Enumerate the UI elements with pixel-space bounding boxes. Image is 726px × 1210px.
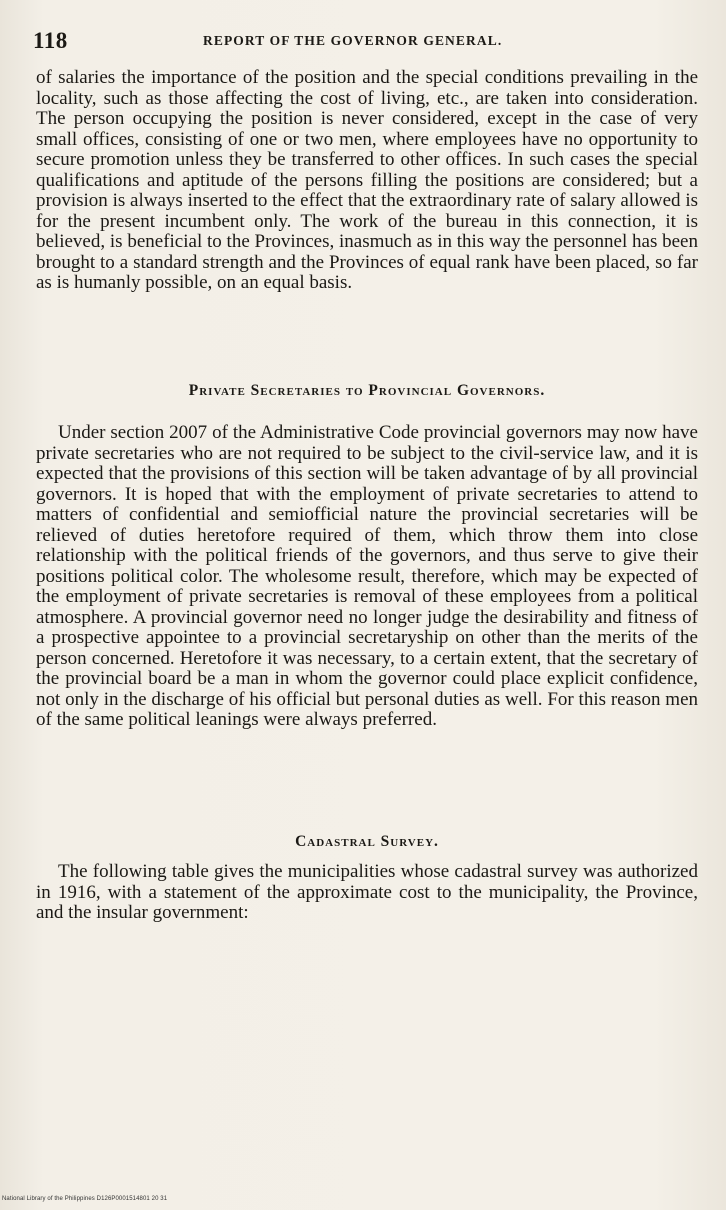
running-head: REPORT OF THE GOVERNOR GENERAL. xyxy=(203,33,503,48)
paragraph-private-secretaries: Under section 2007 of the Administrative Code provincial governors may now have private secretaries who are not required to be subject to the civil-service law, and it is expected that the provisions of this section will be taken advantage of by all provincial governors. It is hoped that with the employment of private secretaries to attend to matters of confidential and semiofficial nature the provincial secretaries will be relieved of duties heretofore required of them, which throw them into close relationship with the political friends of the governors, and thus serve to give their positions political color. The wholesome result, therefore, which may be expected of the employment of private secretaries is removal of these employees from a political atmosphere. A provincial governor need no longer judge the desirability and fitness of a prospective appointee to a provincial secretaryship on other than the merits of the person concerned. Heretofore it was necessary, to a certain extent, that the secretary of the provincial board be a man in whom the governor could place explicit confidence, not only in the discharge of his official but personal duties as well. For this reason men of the same political leanings were always preferred. xyxy=(36,422,698,730)
paragraph-cadastral-survey: The following table gives the municipalities whose cadastral survey was authorized in 1916, with a statement of the approximate cost to the municipality, the Province, and the insular government: xyxy=(36,861,698,923)
section-heading-private-secretaries: Private Secretaries to Provincial Governors. xyxy=(188,382,546,399)
page-number: 118 xyxy=(33,28,68,53)
section-heading-cadastral-survey: Cadastral Survey. xyxy=(295,833,439,850)
page-header xyxy=(33,28,693,58)
scan-credit: National Library of the Philippines D126P0001514801 20 31 xyxy=(2,1196,168,1202)
paragraph-salaries: of salaries the importance of the position and the special conditions prevailing in the locality, such as those affecting the cost of living, etc., are taken into consideration. The person occupying the position is never considered, except in the case of very small offices, consisting of one or two men, where employees have no opportunity to secure promotion unless they be transferred to other offices. In such cases the special qualifications and aptitude of the persons filling the positions are considered; but a provision is always inserted to the effect that the extraordinary rate of salary allowed is for the present incumbent only. The work of the bureau in this connection, it is believed, is beneficial to the Provinces, inasmuch as in this way the personnel has been brought to a standard strength and the Provinces of equal rank have been placed, so far as is humanly possible, on an equal basis. xyxy=(36,67,698,293)
